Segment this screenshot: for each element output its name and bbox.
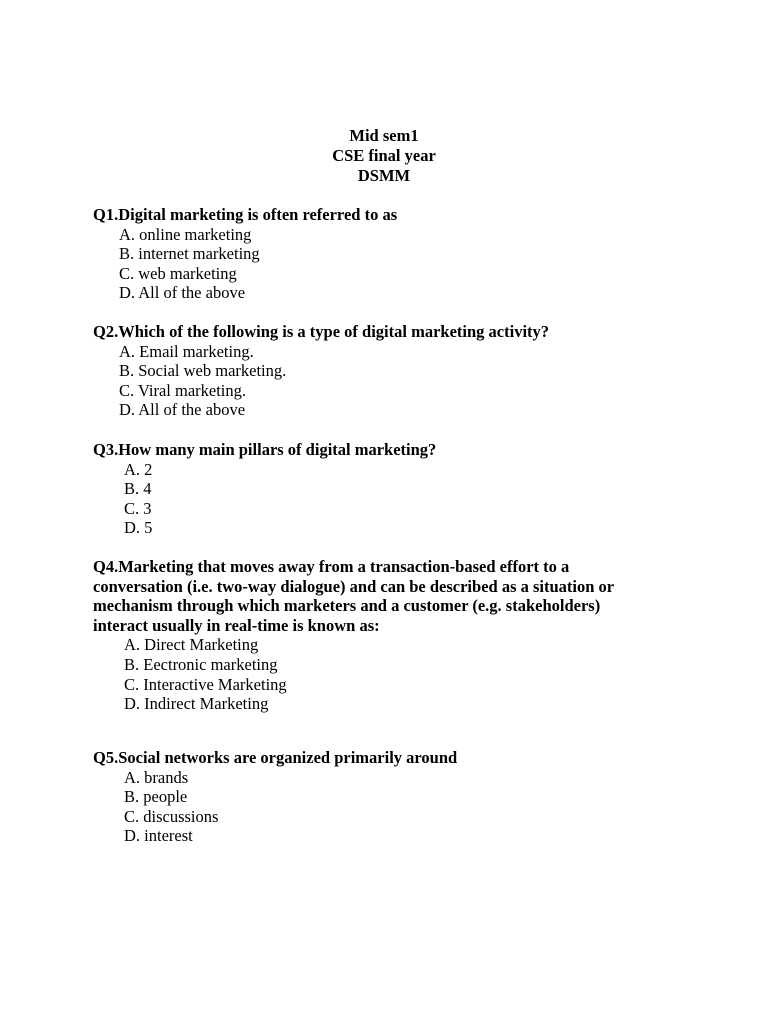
question-4-option-d: D. Indirect Marketing — [124, 694, 269, 714]
question-1-option-d: D. All of the above — [119, 283, 246, 303]
question-5 — [93, 748, 693, 846]
question-1 — [93, 205, 693, 303]
question-4 — [93, 557, 693, 714]
document-header — [0, 126, 768, 186]
question-5-text: Q5.Social networks are organized primarily around — [93, 748, 458, 767]
question-2 — [93, 322, 693, 420]
question-4-option-b: B. Eectronic marketing — [124, 654, 278, 674]
question-4-text-line-1: Q4.Marketing that moves away from a transaction-based effort to a — [93, 557, 570, 576]
question-3-text: Q3.How many main pillars of digital marketing? — [93, 440, 437, 459]
header-class: CSE final year — [332, 146, 436, 165]
question-2-option-b: B. Social web marketing. — [119, 361, 287, 381]
question-4-option-c: C. Interactive Marketing — [124, 674, 287, 694]
question-3-option-d: D. 5 — [124, 518, 153, 538]
question-3 — [93, 440, 693, 538]
question-4-text-line-4: interact usually in real-time is known as: — [93, 615, 380, 635]
question-4-text-line-3: mechanism through which marketers and a customer (e.g. stakeholders) — [93, 596, 601, 616]
question-2-option-c: C. Viral marketing. — [119, 380, 247, 400]
question-1-option-b: B. internet marketing — [119, 244, 260, 264]
question-4-text-line-2: conversation (i.e. two-way dialogue) and can be described as a situation or — [93, 576, 615, 596]
question-2-option-a: A. Email marketing. — [119, 341, 254, 361]
question-5-option-d: D. interest — [124, 826, 193, 846]
question-1-text: Q1.Digital marketing is often referred to as — [93, 205, 398, 224]
question-3-option-b: B. 4 — [124, 479, 152, 499]
question-5-option-b: B. people — [124, 787, 188, 807]
question-5-option-c: C. discussions — [124, 806, 219, 826]
question-2-option-d: D. All of the above — [119, 400, 246, 420]
question-3-option-a: A. 2 — [124, 459, 153, 479]
question-4-option-a: A. Direct Marketing — [124, 635, 259, 655]
question-1-option-a: A. online marketing — [119, 224, 252, 244]
header-exam-name: Mid sem1 — [349, 126, 419, 145]
header-subject: DSMM — [357, 166, 411, 185]
question-3-option-c: C. 3 — [124, 498, 152, 518]
question-2-text: Q2.Which of the following is a type of digital marketing activity? — [93, 322, 550, 341]
question-5-option-a: A. brands — [124, 767, 189, 787]
question-1-option-c: C. web marketing — [119, 263, 237, 283]
